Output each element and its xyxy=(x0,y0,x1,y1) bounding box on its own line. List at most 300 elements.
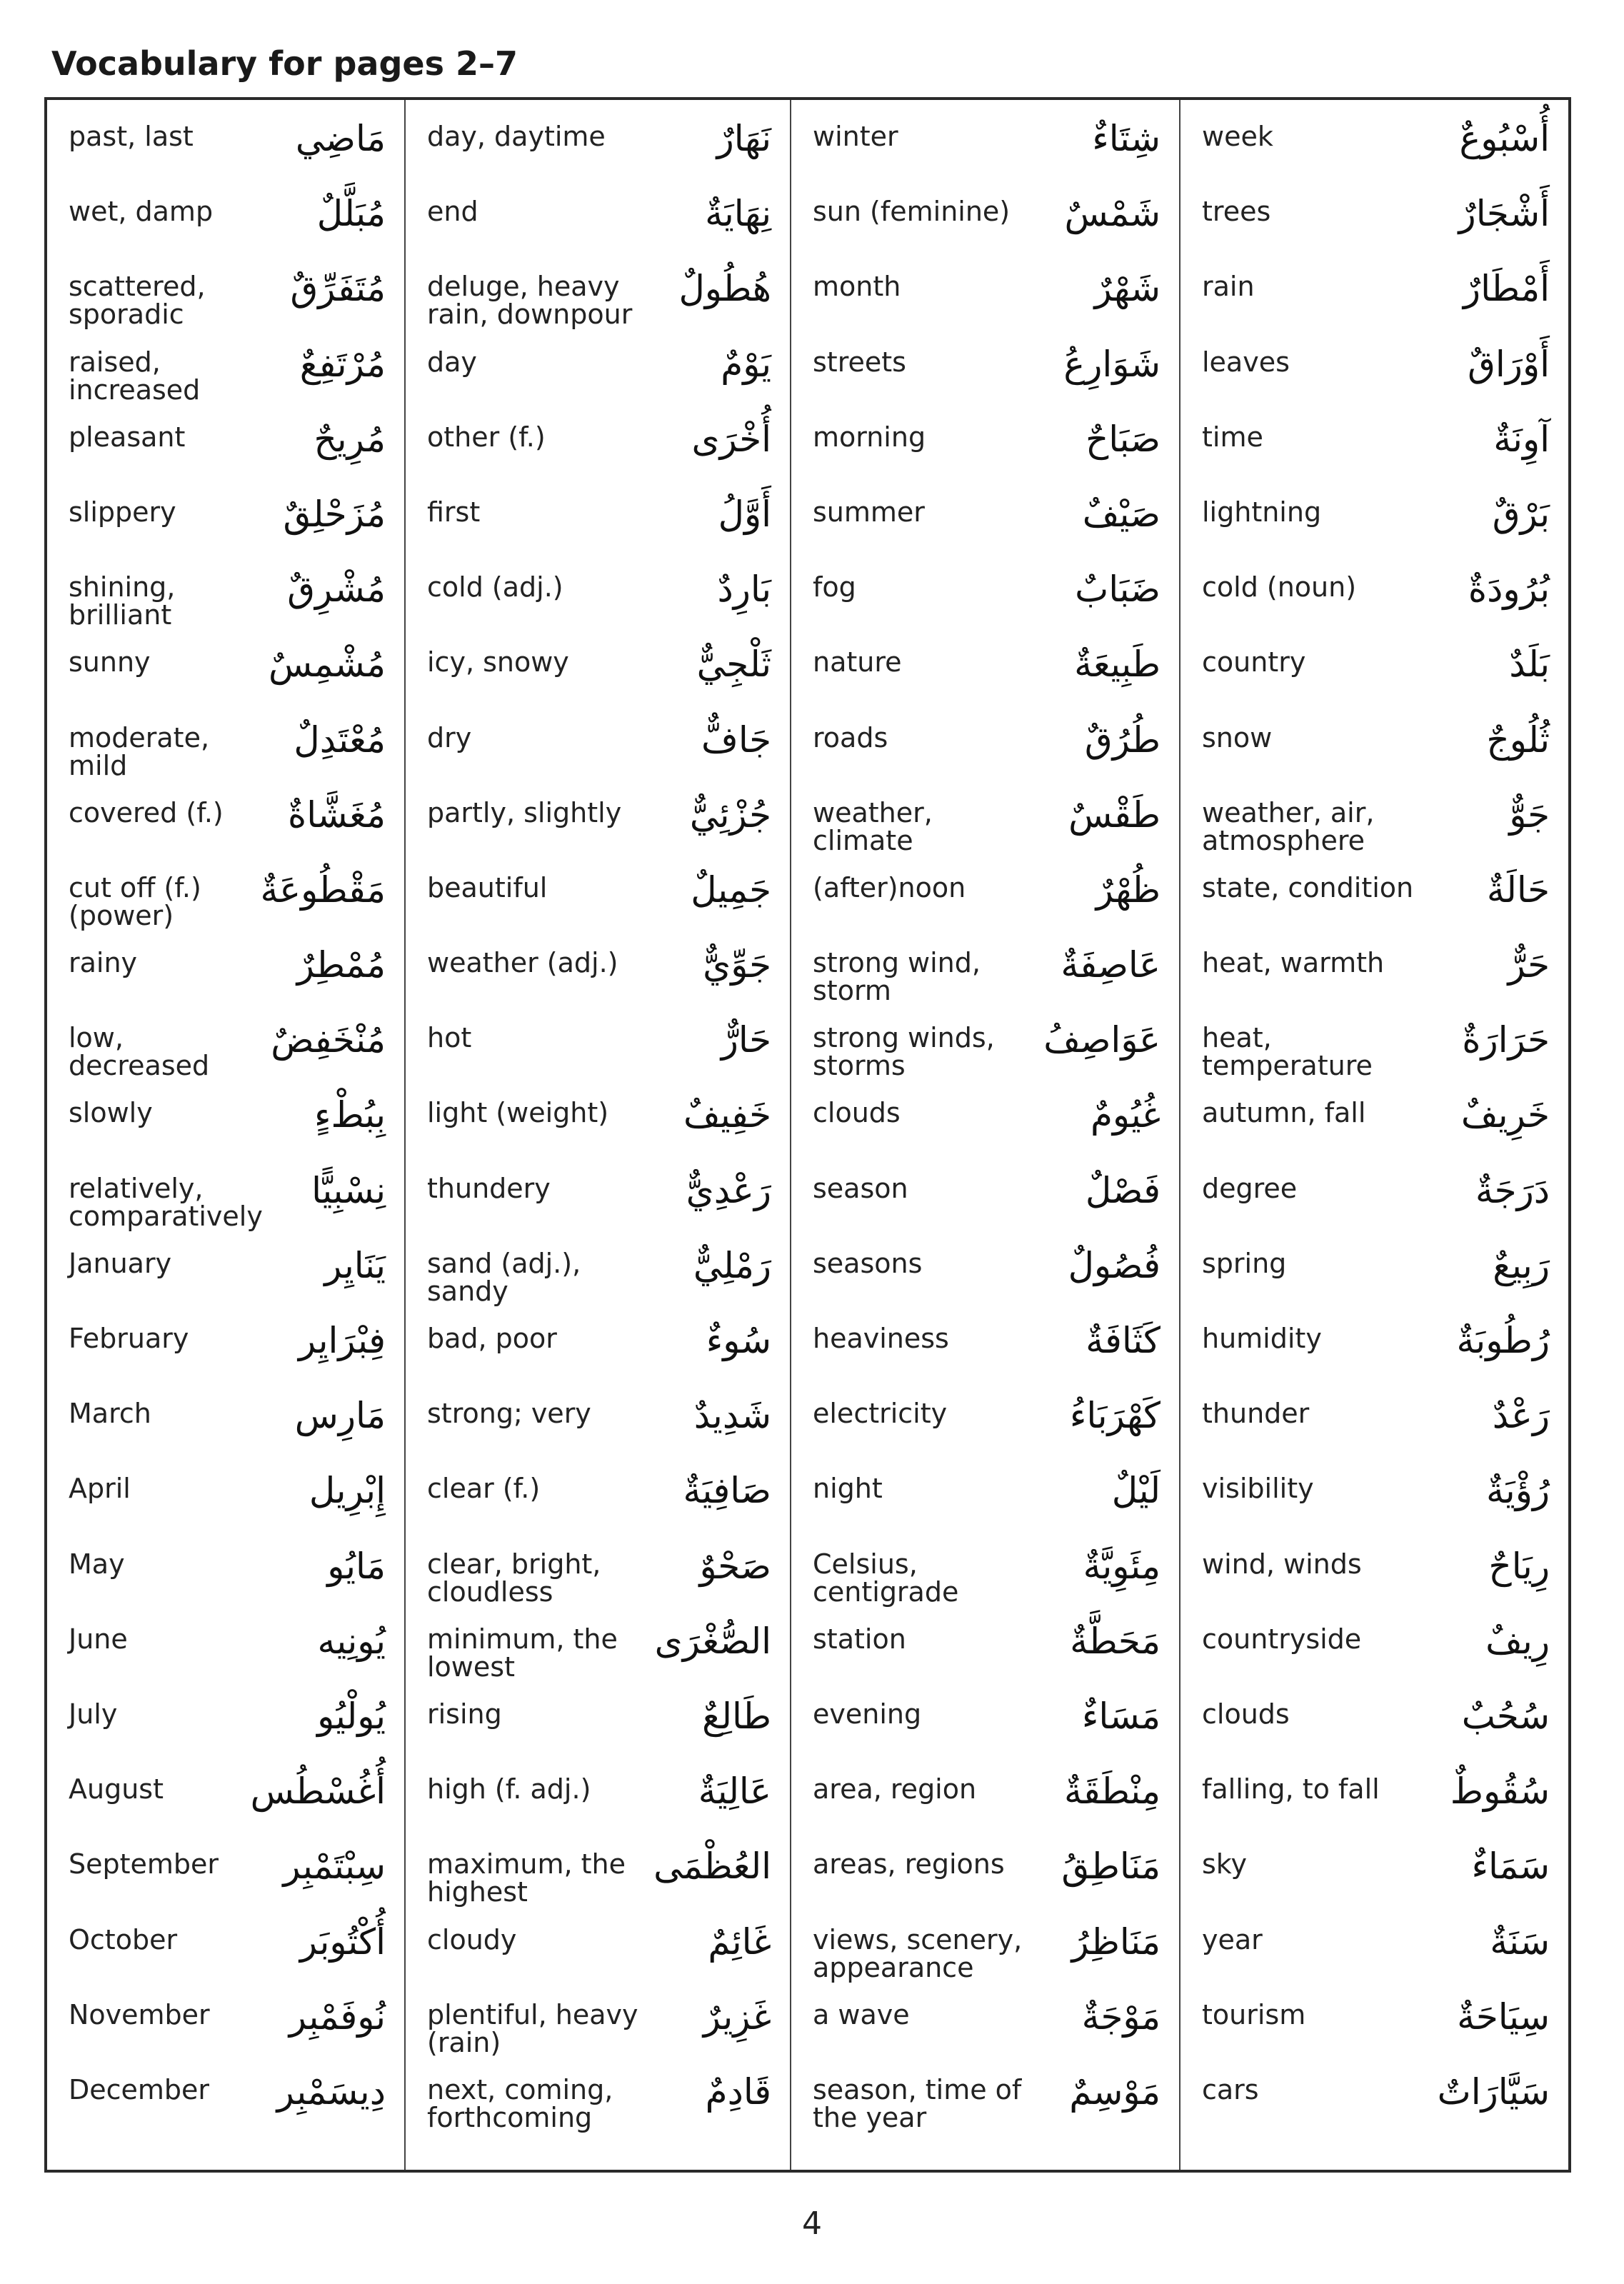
english-term: area, region xyxy=(813,1773,977,1805)
vocab-entry xyxy=(791,941,1179,1016)
arabic-term: مُنْخَفِضٌ xyxy=(271,1019,386,1061)
english-term: humidity xyxy=(1202,1323,1322,1354)
english-term: weather (adj.) xyxy=(427,947,618,979)
arabic-term: رُؤْيَةٌ xyxy=(1485,1470,1550,1512)
english-term: thundery xyxy=(427,1172,551,1204)
arabic-term: صَافِيَةٌ xyxy=(683,1470,771,1512)
english-term: trees xyxy=(1202,196,1271,228)
vocab-entry xyxy=(791,565,1179,640)
english-term: high (f. adj.) xyxy=(427,1773,591,1805)
vocab-entry xyxy=(47,1016,404,1091)
vocab-entry xyxy=(1181,264,1568,339)
arabic-term: سُقُوطٌ xyxy=(1450,1770,1550,1813)
vocab-entry xyxy=(47,1692,404,1767)
english-term: slippery xyxy=(69,496,176,528)
vocab-entry xyxy=(791,1016,1179,1091)
arabic-term: غُيُومٌ xyxy=(1090,1094,1161,1136)
english-term: May xyxy=(69,1548,125,1580)
arabic-term: جَمِيلٌ xyxy=(691,868,771,911)
english-term: moderate, mild xyxy=(69,721,210,781)
arabic-term: رَبِيعٌ xyxy=(1493,1244,1550,1286)
vocab-entry xyxy=(791,640,1179,715)
english-term: roads xyxy=(813,721,888,753)
vocab-entry xyxy=(1181,1391,1568,1466)
arabic-term: شَوَارِعُ xyxy=(1063,343,1161,385)
arabic-term: حَرَارَةٌ xyxy=(1462,1019,1550,1061)
arabic-term: مُتَفَرِّقٌ xyxy=(290,268,386,310)
english-term: slowly xyxy=(69,1097,153,1129)
english-term: strong wind, storm xyxy=(813,947,981,1007)
vocab-entry xyxy=(791,340,1179,415)
english-term: first xyxy=(427,496,481,528)
arabic-term: رَعْدِيٌّ xyxy=(686,1169,771,1211)
english-term: snow xyxy=(1202,721,1273,753)
arabic-term: شَدِيدٌ xyxy=(693,1395,771,1437)
english-term: month xyxy=(813,271,901,303)
arabic-term: كَهْرَبَاءُ xyxy=(1069,1395,1161,1437)
vocab-column-1 xyxy=(47,100,406,2170)
vocab-entry xyxy=(406,1767,790,1842)
english-term: July xyxy=(69,1698,118,1730)
english-term: beautiful xyxy=(427,871,548,903)
arabic-term: رَعْدٌ xyxy=(1492,1395,1550,1437)
arabic-term: ظُهْرٌ xyxy=(1096,868,1161,911)
vocab-entry xyxy=(791,490,1179,565)
page-number: 4 xyxy=(802,2205,822,2242)
english-term: clear (f.) xyxy=(427,1473,541,1505)
arabic-term: عَوَاصِفُ xyxy=(1043,1019,1161,1061)
arabic-term: حَالَةٌ xyxy=(1486,868,1550,911)
vocab-entry xyxy=(47,1842,404,1917)
english-term: tourism xyxy=(1202,1998,1306,2030)
arabic-term: طُرُقٌ xyxy=(1084,718,1161,761)
vocab-entry xyxy=(1181,1542,1568,1617)
english-term: lightning xyxy=(1202,496,1322,528)
vocab-column-4 xyxy=(1181,100,1568,2170)
arabic-term: شِتَاءٌ xyxy=(1092,118,1161,159)
english-term: countryside xyxy=(1202,1623,1362,1655)
vocab-entry xyxy=(791,866,1179,941)
vocab-entry xyxy=(406,791,790,866)
arabic-term: يُونِيه xyxy=(317,1620,386,1662)
vocab-entry xyxy=(406,1466,790,1541)
vocab-entry xyxy=(791,1391,1179,1466)
english-term: next, coming, forthcoming xyxy=(427,2073,613,2133)
english-term: heat, warmth xyxy=(1202,947,1385,979)
arabic-term: جَوِّيٌّ xyxy=(703,944,771,986)
vocab-entry xyxy=(791,1241,1179,1316)
arabic-term: مِنْطَقَةٌ xyxy=(1064,1770,1161,1813)
vocab-entry xyxy=(406,941,790,1016)
english-term: week xyxy=(1202,121,1273,152)
english-term: rainy xyxy=(69,947,138,979)
english-term: visibility xyxy=(1202,1473,1314,1505)
vocab-entry xyxy=(406,565,790,640)
arabic-term: سَيَّارَاتٌ xyxy=(1437,2070,1550,2113)
english-term: clouds xyxy=(813,1097,901,1129)
english-term: day xyxy=(427,346,477,378)
english-term: year xyxy=(1202,1923,1263,1955)
vocab-entry xyxy=(791,1692,1179,1767)
vocab-entry xyxy=(1181,1016,1568,1091)
vocab-entry xyxy=(47,640,404,715)
english-term: time xyxy=(1202,421,1263,453)
english-term: strong winds, storms xyxy=(813,1022,995,1082)
vocab-entry xyxy=(47,1166,404,1241)
arabic-term: الصُّغْرَى xyxy=(654,1620,771,1662)
english-term: relatively, comparatively xyxy=(69,1172,263,1232)
english-term: wind, winds xyxy=(1202,1548,1362,1580)
vocab-entry xyxy=(406,1391,790,1466)
english-term: country xyxy=(1202,646,1306,678)
vocab-entry xyxy=(406,1316,790,1391)
english-term: other (f.) xyxy=(427,421,546,453)
english-term: sunny xyxy=(69,646,151,678)
arabic-term: فُصُولٌ xyxy=(1068,1244,1161,1286)
arabic-term: إِبْرِيل xyxy=(309,1470,386,1512)
arabic-term: يَوْمٌ xyxy=(721,343,771,385)
english-term: cloudy xyxy=(427,1923,517,1955)
vocab-entry xyxy=(406,1241,790,1316)
arabic-term: صَيْفٌ xyxy=(1082,493,1161,535)
english-term: day, daytime xyxy=(427,121,606,152)
vocab-entry xyxy=(791,189,1179,264)
arabic-term: بَارِدٌ xyxy=(717,569,771,611)
vocab-entry xyxy=(1181,565,1568,640)
vocab-entry xyxy=(47,2068,404,2143)
arabic-term: مَنَاظِرُ xyxy=(1071,1920,1161,1963)
english-term: rain xyxy=(1202,271,1255,303)
arabic-term: ثَلْجِيٌّ xyxy=(696,643,771,686)
arabic-term: سُحُبٌ xyxy=(1461,1695,1550,1737)
english-term: areas, regions xyxy=(813,1848,1005,1880)
vocab-entry xyxy=(1181,189,1568,264)
arabic-term: طَالِعٌ xyxy=(702,1695,771,1737)
arabic-term: مَحَطَّةٌ xyxy=(1070,1620,1161,1662)
vocab-entry xyxy=(791,1993,1179,2068)
arabic-term: خَرِيفٌ xyxy=(1460,1094,1550,1136)
vocab-entry xyxy=(406,340,790,415)
english-term: degree xyxy=(1202,1172,1298,1204)
english-term: cold (adj.) xyxy=(427,571,563,603)
english-term: minimum, the lowest xyxy=(427,1623,618,1683)
vocab-entry xyxy=(1181,791,1568,866)
vocab-entry xyxy=(1181,1166,1568,1241)
english-term: sand (adj.), sandy xyxy=(427,1247,581,1307)
arabic-term: شَهْرٌ xyxy=(1094,268,1161,310)
arabic-term: مَايُو xyxy=(327,1545,386,1587)
vocab-entry xyxy=(791,1842,1179,1917)
english-term: summer xyxy=(813,496,925,528)
vocab-entry xyxy=(1181,340,1568,415)
vocab-entry xyxy=(406,264,790,339)
arabic-term: مُمْطِرٌ xyxy=(296,944,386,986)
arabic-term: عَالِيَةٌ xyxy=(698,1770,771,1813)
arabic-term: قَادِمٌ xyxy=(705,2070,771,2113)
arabic-term: سَمَاءٌ xyxy=(1471,1845,1550,1888)
english-term: rising xyxy=(427,1698,502,1730)
vocab-entry xyxy=(1181,1241,1568,1316)
vocab-entry xyxy=(47,1241,404,1316)
arabic-term: أَشْجَارٌ xyxy=(1458,193,1550,235)
vocab-entry xyxy=(47,189,404,264)
vocab-entry xyxy=(47,1767,404,1842)
english-term: pleasant xyxy=(69,421,186,453)
vocab-entry xyxy=(47,1993,404,2068)
arabic-term: مُبَلَّلٌ xyxy=(316,193,386,235)
vocab-entry xyxy=(791,791,1179,866)
vocab-entry xyxy=(406,640,790,715)
vocab-entry xyxy=(47,340,404,415)
arabic-term: مَقْطُوعَةٌ xyxy=(260,868,386,911)
vocab-entry xyxy=(406,1617,790,1692)
vocab-entry xyxy=(791,1542,1179,1617)
english-term: raised, increased xyxy=(69,346,201,406)
arabic-term: حَرٌّ xyxy=(1508,944,1550,986)
arabic-term: رَمْلِيٌّ xyxy=(693,1244,771,1286)
vocab-entry xyxy=(791,1918,1179,1993)
vocab-entry xyxy=(1181,1918,1568,1993)
vocab-entry xyxy=(47,1542,404,1617)
vocab-entry xyxy=(47,716,404,791)
english-term: dry xyxy=(427,721,472,753)
arabic-term: أُسْبُوعٌ xyxy=(1459,118,1550,159)
english-term: wet, damp xyxy=(69,196,214,228)
vocab-entry xyxy=(406,1016,790,1091)
vocab-entry xyxy=(1181,941,1568,1016)
vocab-entry xyxy=(1181,1091,1568,1166)
english-term: sky xyxy=(1202,1848,1247,1880)
arabic-term: مُرِيحٌ xyxy=(314,418,386,460)
vocab-entry xyxy=(791,2068,1179,2143)
english-term: night xyxy=(813,1473,883,1505)
vocab-entry xyxy=(47,1466,404,1541)
english-term: weather, air, atmosphere xyxy=(1202,796,1375,856)
arabic-term: مُرْتَفِعٌ xyxy=(299,343,386,385)
arabic-term: هُطُولٌ xyxy=(678,268,771,310)
english-term: fog xyxy=(813,571,856,603)
arabic-term: أُخْرَى xyxy=(691,418,771,460)
english-term: a wave xyxy=(813,1998,910,2030)
vocab-entry xyxy=(406,716,790,791)
page-heading: Vocabulary for pages 2–7 xyxy=(51,44,518,83)
vocab-entry xyxy=(406,114,790,189)
english-term: January xyxy=(69,1247,172,1279)
arabic-term: نُوفَمْبِر xyxy=(289,1995,386,2038)
vocab-entry xyxy=(1181,2068,1568,2143)
english-term: (after)noon xyxy=(813,871,966,903)
english-term: morning xyxy=(813,421,926,453)
vocab-entry xyxy=(47,565,404,640)
vocab-entry xyxy=(47,1316,404,1391)
english-term: heat, temperature xyxy=(1202,1022,1373,1082)
arabic-term: جَافٌّ xyxy=(701,718,771,761)
arabic-term: جَوٌّ xyxy=(1509,793,1550,836)
english-term: October xyxy=(69,1923,178,1955)
vocab-entry xyxy=(47,791,404,866)
arabic-term: فَصْلٌ xyxy=(1085,1169,1161,1211)
arabic-term: طَقْسٌ xyxy=(1068,793,1161,836)
english-term: seasons xyxy=(813,1247,923,1279)
arabic-term: نَهَارٌ xyxy=(716,118,771,159)
vocab-entry xyxy=(406,1542,790,1617)
vocab-entry xyxy=(1181,114,1568,189)
arabic-term: عَاصِفَةٌ xyxy=(1061,944,1161,986)
english-term: hot xyxy=(427,1022,472,1054)
arabic-term: شَمْسٌ xyxy=(1064,193,1161,235)
vocab-entry xyxy=(1181,1692,1568,1767)
vocab-entry xyxy=(1181,1316,1568,1391)
arabic-term: صَحْوٌ xyxy=(699,1545,771,1587)
arabic-term: رِيفٌ xyxy=(1485,1620,1550,1662)
vocab-entry xyxy=(406,189,790,264)
arabic-term: مَاضِي xyxy=(295,118,386,159)
arabic-term: نِسْبِيًّا xyxy=(311,1169,386,1211)
english-term: light (weight) xyxy=(427,1097,609,1129)
arabic-term: مُعْتَدِلٌ xyxy=(294,718,386,761)
vocab-entry xyxy=(1181,1993,1568,2068)
english-term: views, scenery, appearance xyxy=(813,1923,1023,1983)
vocab-entry xyxy=(791,716,1179,791)
english-term: weather, climate xyxy=(813,796,933,856)
vocab-entry xyxy=(1181,640,1568,715)
english-term: August xyxy=(69,1773,164,1805)
vocab-entry xyxy=(47,941,404,1016)
vocab-entry xyxy=(406,1918,790,1993)
arabic-term: مَارِس xyxy=(294,1395,386,1437)
arabic-term: العُظْمَى xyxy=(653,1845,771,1888)
vocab-entry xyxy=(1181,716,1568,791)
english-term: plentiful, heavy (rain) xyxy=(427,1998,638,2058)
arabic-term: سِبْتَمْبِر xyxy=(283,1845,386,1888)
arabic-term: لَيْلٌ xyxy=(1111,1470,1161,1512)
vocab-entry xyxy=(791,264,1179,339)
arabic-term: بِبُطْءٍ xyxy=(314,1094,386,1136)
english-term: electricity xyxy=(813,1398,948,1430)
vocab-entry xyxy=(47,866,404,941)
english-term: end xyxy=(427,196,478,228)
arabic-term: مَسَاءٌ xyxy=(1081,1695,1161,1737)
vocab-entry xyxy=(791,114,1179,189)
arabic-term: ضَبَابٌ xyxy=(1075,569,1161,611)
english-term: winter xyxy=(813,121,898,152)
english-term: autumn, fall xyxy=(1202,1097,1366,1129)
arabic-term: بَرْقٌ xyxy=(1492,493,1550,535)
arabic-term: غَزِيرٌ xyxy=(703,1995,771,2038)
arabic-term: مَوْجَةٌ xyxy=(1081,1995,1161,2038)
arabic-term: سَنَةٌ xyxy=(1490,1920,1550,1963)
vocab-entry xyxy=(406,866,790,941)
arabic-term: أَمْطَارٌ xyxy=(1463,268,1550,310)
vocab-entry xyxy=(1181,866,1568,941)
english-term: evening xyxy=(813,1698,922,1730)
arabic-term: مَنَاطِقُ xyxy=(1061,1845,1161,1888)
vocab-entry xyxy=(406,2068,790,2143)
vocab-entry xyxy=(791,415,1179,490)
arabic-term: دِيسَمْبِر xyxy=(276,2070,386,2113)
arabic-term: جُزْئِيٌّ xyxy=(689,793,771,836)
english-term: falling, to fall xyxy=(1202,1773,1380,1805)
arabic-term: أَوَّلُ xyxy=(718,493,771,535)
english-term: nature xyxy=(813,646,902,678)
vocab-entry xyxy=(791,1166,1179,1241)
vocab-entry xyxy=(791,1767,1179,1842)
vocab-entry xyxy=(791,1466,1179,1541)
vocab-entry xyxy=(406,1166,790,1241)
arabic-term: بَلَدٌ xyxy=(1509,643,1550,686)
arabic-term: سِيَاحَةٌ xyxy=(1457,1995,1550,2038)
english-term: streets xyxy=(813,346,906,378)
english-term: March xyxy=(69,1398,151,1430)
arabic-term: مُزَحْلِقٌ xyxy=(283,493,386,535)
vocab-entry xyxy=(406,490,790,565)
arabic-term: آوِنَةٌ xyxy=(1493,418,1550,460)
vocab-entry xyxy=(791,1617,1179,1692)
english-term: heaviness xyxy=(813,1323,949,1354)
arabic-term: رِيَاحٌ xyxy=(1488,1545,1550,1587)
vocab-entry xyxy=(47,490,404,565)
arabic-term: فِبْرَايِر xyxy=(299,1320,386,1361)
arabic-term: مَوْسِمٌ xyxy=(1069,2070,1161,2113)
vocab-entry xyxy=(47,1918,404,1993)
arabic-term: نِهَايَةٌ xyxy=(705,193,771,235)
english-term: December xyxy=(69,2073,210,2105)
arabic-term: أُكْتُوبَر xyxy=(299,1920,386,1963)
vocab-entry xyxy=(406,1692,790,1767)
english-term: station xyxy=(813,1623,906,1655)
english-term: season, time of the year xyxy=(813,2073,1022,2133)
arabic-term: غَائِمٌ xyxy=(708,1920,771,1963)
vocab-entry xyxy=(1181,1466,1568,1541)
english-term: cut off (f.) (power) xyxy=(69,871,201,931)
english-term: November xyxy=(69,1998,210,2030)
arabic-term: رُطُوبَةٌ xyxy=(1456,1320,1550,1361)
arabic-term: ثُلُوجٌ xyxy=(1486,718,1550,761)
english-term: deluge, heavy rain, downpour xyxy=(427,271,633,331)
vocabulary-table xyxy=(44,97,1571,2173)
vocab-entry xyxy=(47,1617,404,1692)
arabic-term: صَبَاحٌ xyxy=(1085,418,1161,460)
english-term: Celsius, centigrade xyxy=(813,1548,959,1608)
arabic-term: طَبِيعَةٌ xyxy=(1074,643,1161,686)
vocab-entry xyxy=(406,415,790,490)
arabic-term: يَنَايِر xyxy=(324,1244,386,1286)
vocab-entry xyxy=(406,1842,790,1917)
english-term: thunder xyxy=(1202,1398,1310,1430)
vocab-entry xyxy=(406,1091,790,1166)
english-term: state, condition xyxy=(1202,871,1414,903)
vocab-entry xyxy=(791,1316,1179,1391)
english-term: scattered, sporadic xyxy=(69,271,206,331)
english-term: cars xyxy=(1202,2073,1259,2105)
english-term: cold (noun) xyxy=(1202,571,1357,603)
arabic-term: مُشْمِسٌ xyxy=(268,643,386,686)
arabic-term: سُوءٌ xyxy=(706,1320,771,1361)
vocab-entry xyxy=(47,1391,404,1466)
english-term: past, last xyxy=(69,121,194,152)
english-term: season xyxy=(813,1172,908,1204)
arabic-term: دَرَجَةٌ xyxy=(1475,1169,1550,1211)
vocab-entry xyxy=(47,114,404,189)
arabic-term: بُرُودَةٌ xyxy=(1468,569,1550,611)
english-term: September xyxy=(69,1848,219,1880)
arabic-term: مُغَشَّاةٌ xyxy=(288,793,386,836)
vocab-entry xyxy=(47,415,404,490)
arabic-term: يُولْيُو xyxy=(317,1695,386,1737)
english-term: maximum, the highest xyxy=(427,1848,626,1908)
vocab-entry xyxy=(1181,1617,1568,1692)
english-term: low, decreased xyxy=(69,1022,210,1082)
